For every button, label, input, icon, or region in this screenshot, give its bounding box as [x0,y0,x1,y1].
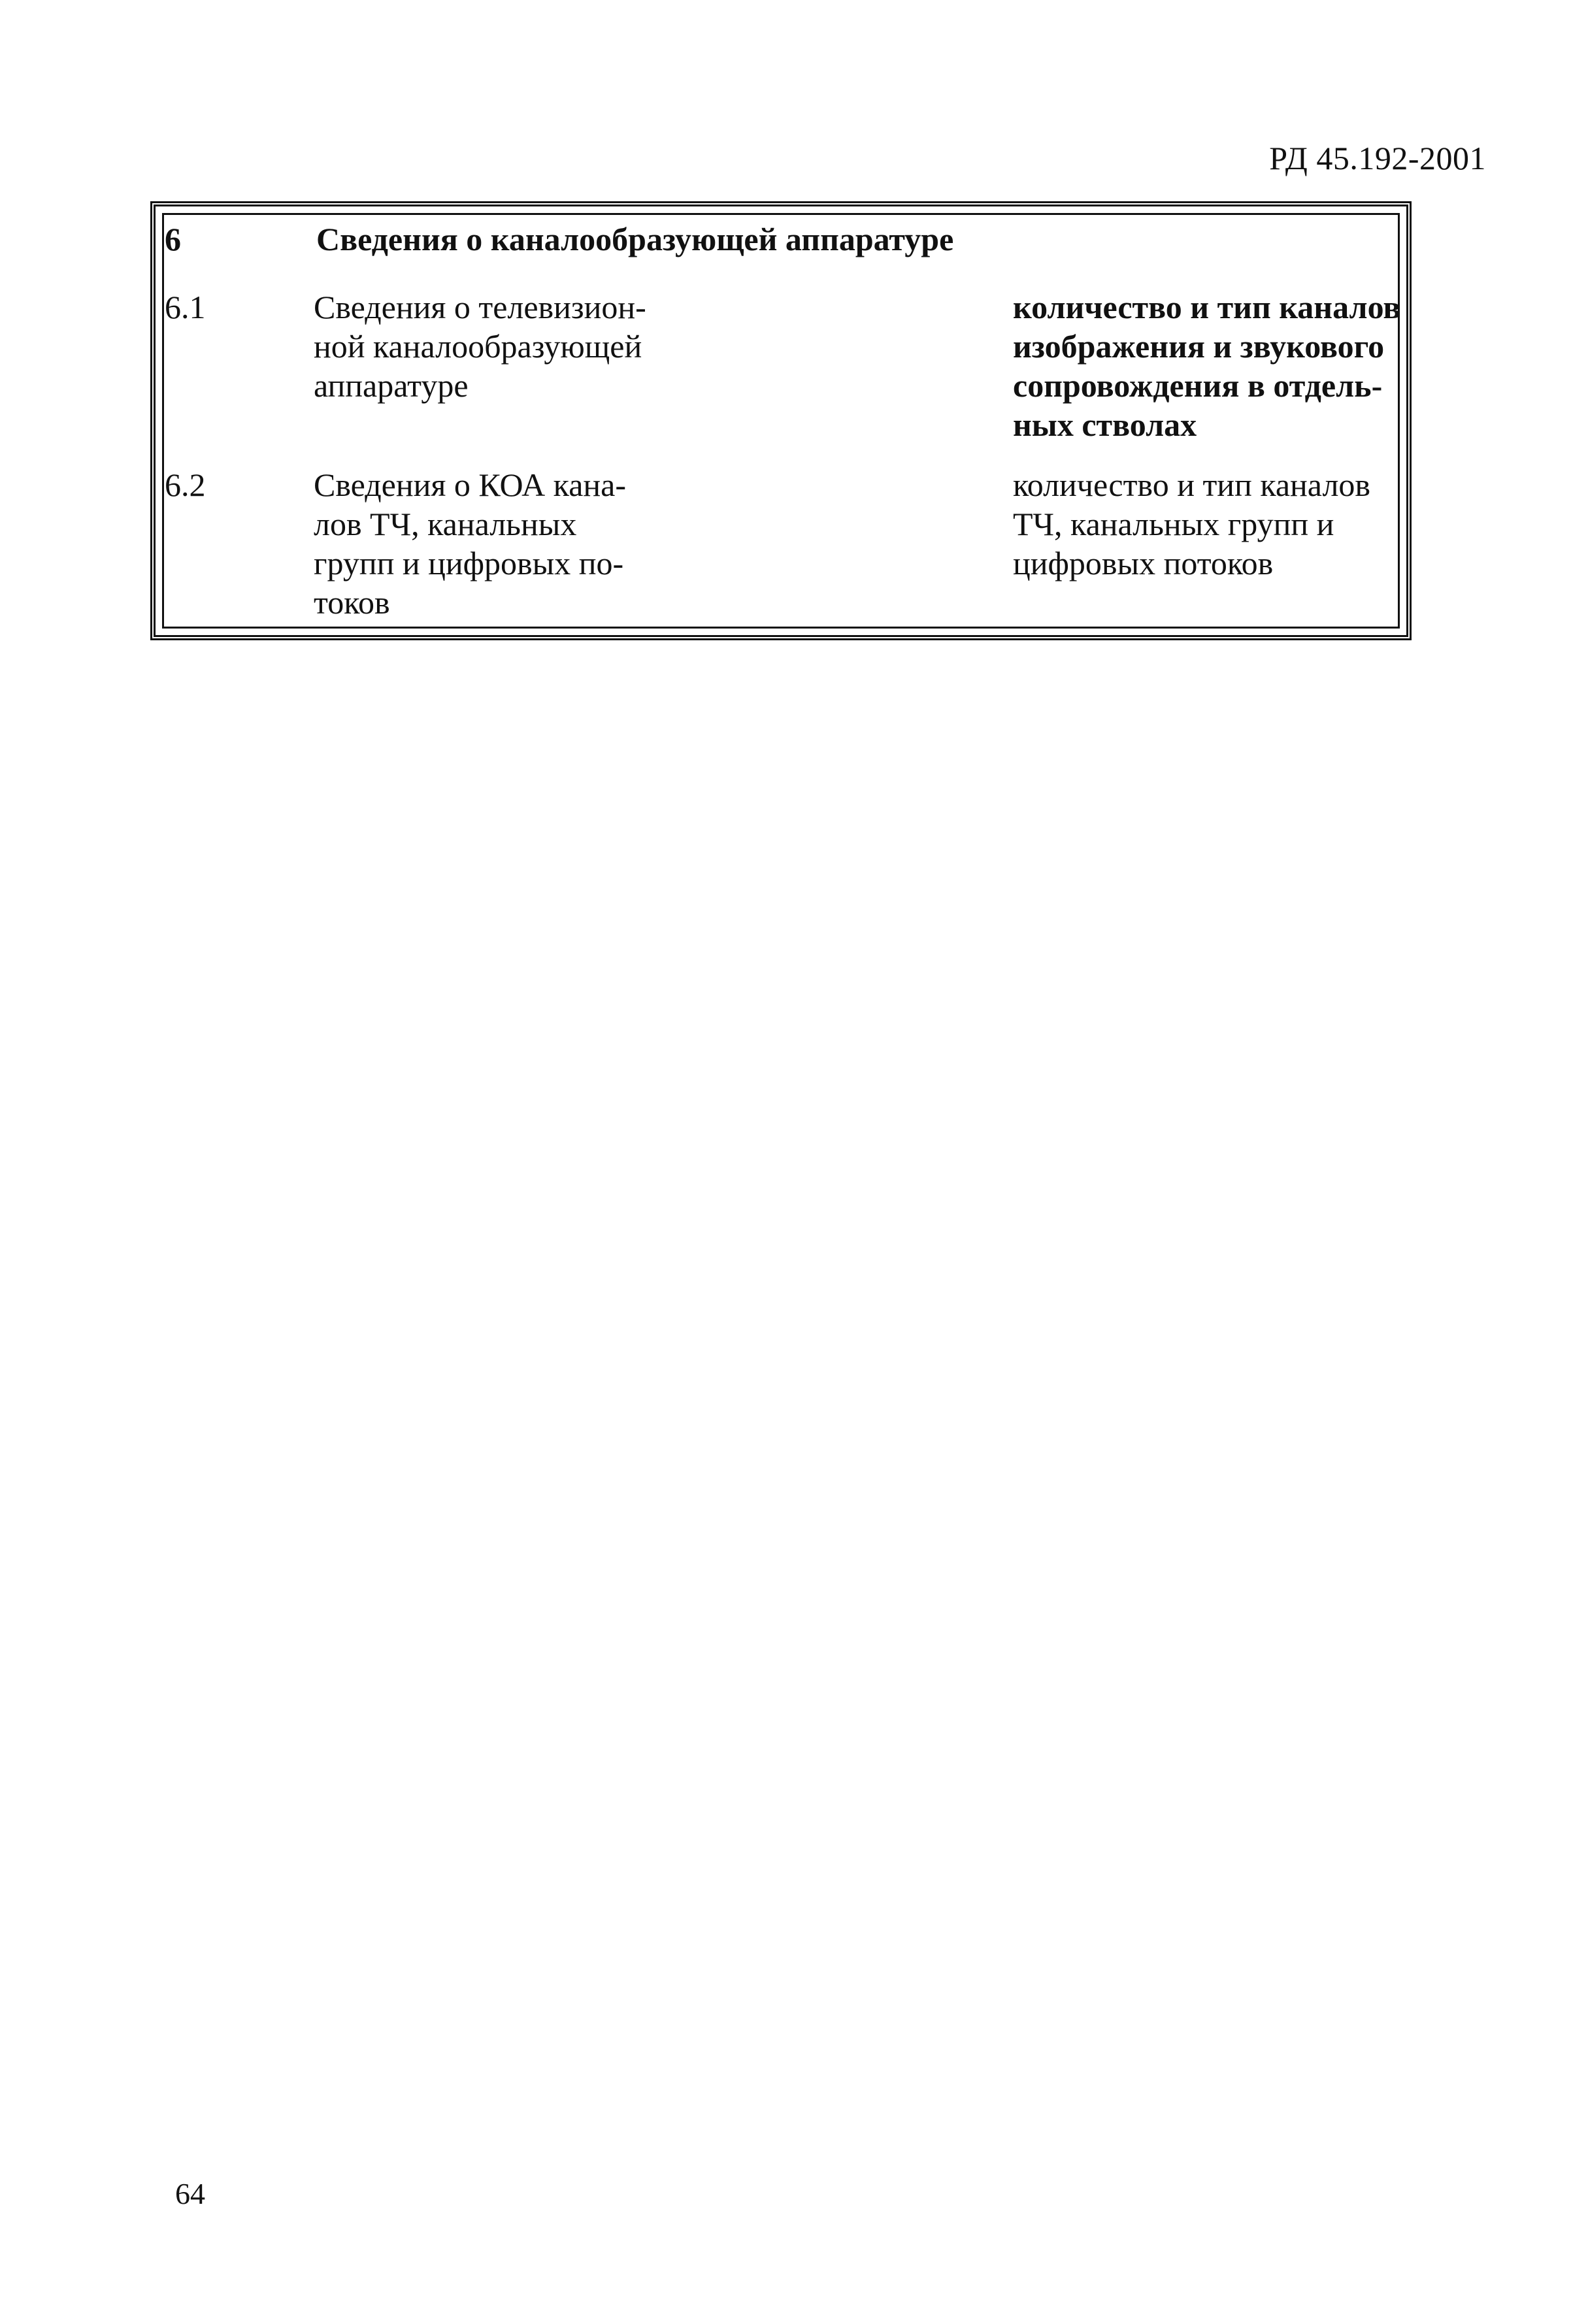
row-value [1013,287,1400,444]
row-value-line: изображения и звукового [1013,328,1385,365]
row-value [1013,465,1370,583]
row-name-line: групп и цифровых по- [314,545,624,581]
row-value-line: сопровождения в отдель- [1013,367,1383,404]
row-name-line: лов ТЧ, канальных [314,506,577,542]
row-name-line: токов [314,584,390,621]
row-value-line: ных стволах [1013,406,1197,443]
row-name-line: ной каналообразующей [314,328,642,365]
row-value-line: количество и тип каналов [1013,466,1370,503]
row-value-line: цифровых потоков [1013,545,1274,581]
page-number: 64 [175,2177,205,2210]
section-number: 6 [165,221,181,257]
row-name [314,287,646,405]
row-name-line: Сведения о КОА кана- [314,466,627,503]
section-title: Сведения о каналообразующей аппаратуре [316,221,954,257]
row-number: 6.1 [165,289,206,325]
row-number: 6.2 [165,466,206,503]
row-name [314,465,626,622]
row-value-line: количество и тип каналов [1013,289,1401,325]
row-name-line: аппаратуре [314,367,469,404]
row-name-line: Сведения о телевизион- [314,289,646,325]
document-code: РД 45.192-2001 [1269,140,1486,176]
row-value-line: ТЧ, канальных групп и [1013,506,1334,542]
